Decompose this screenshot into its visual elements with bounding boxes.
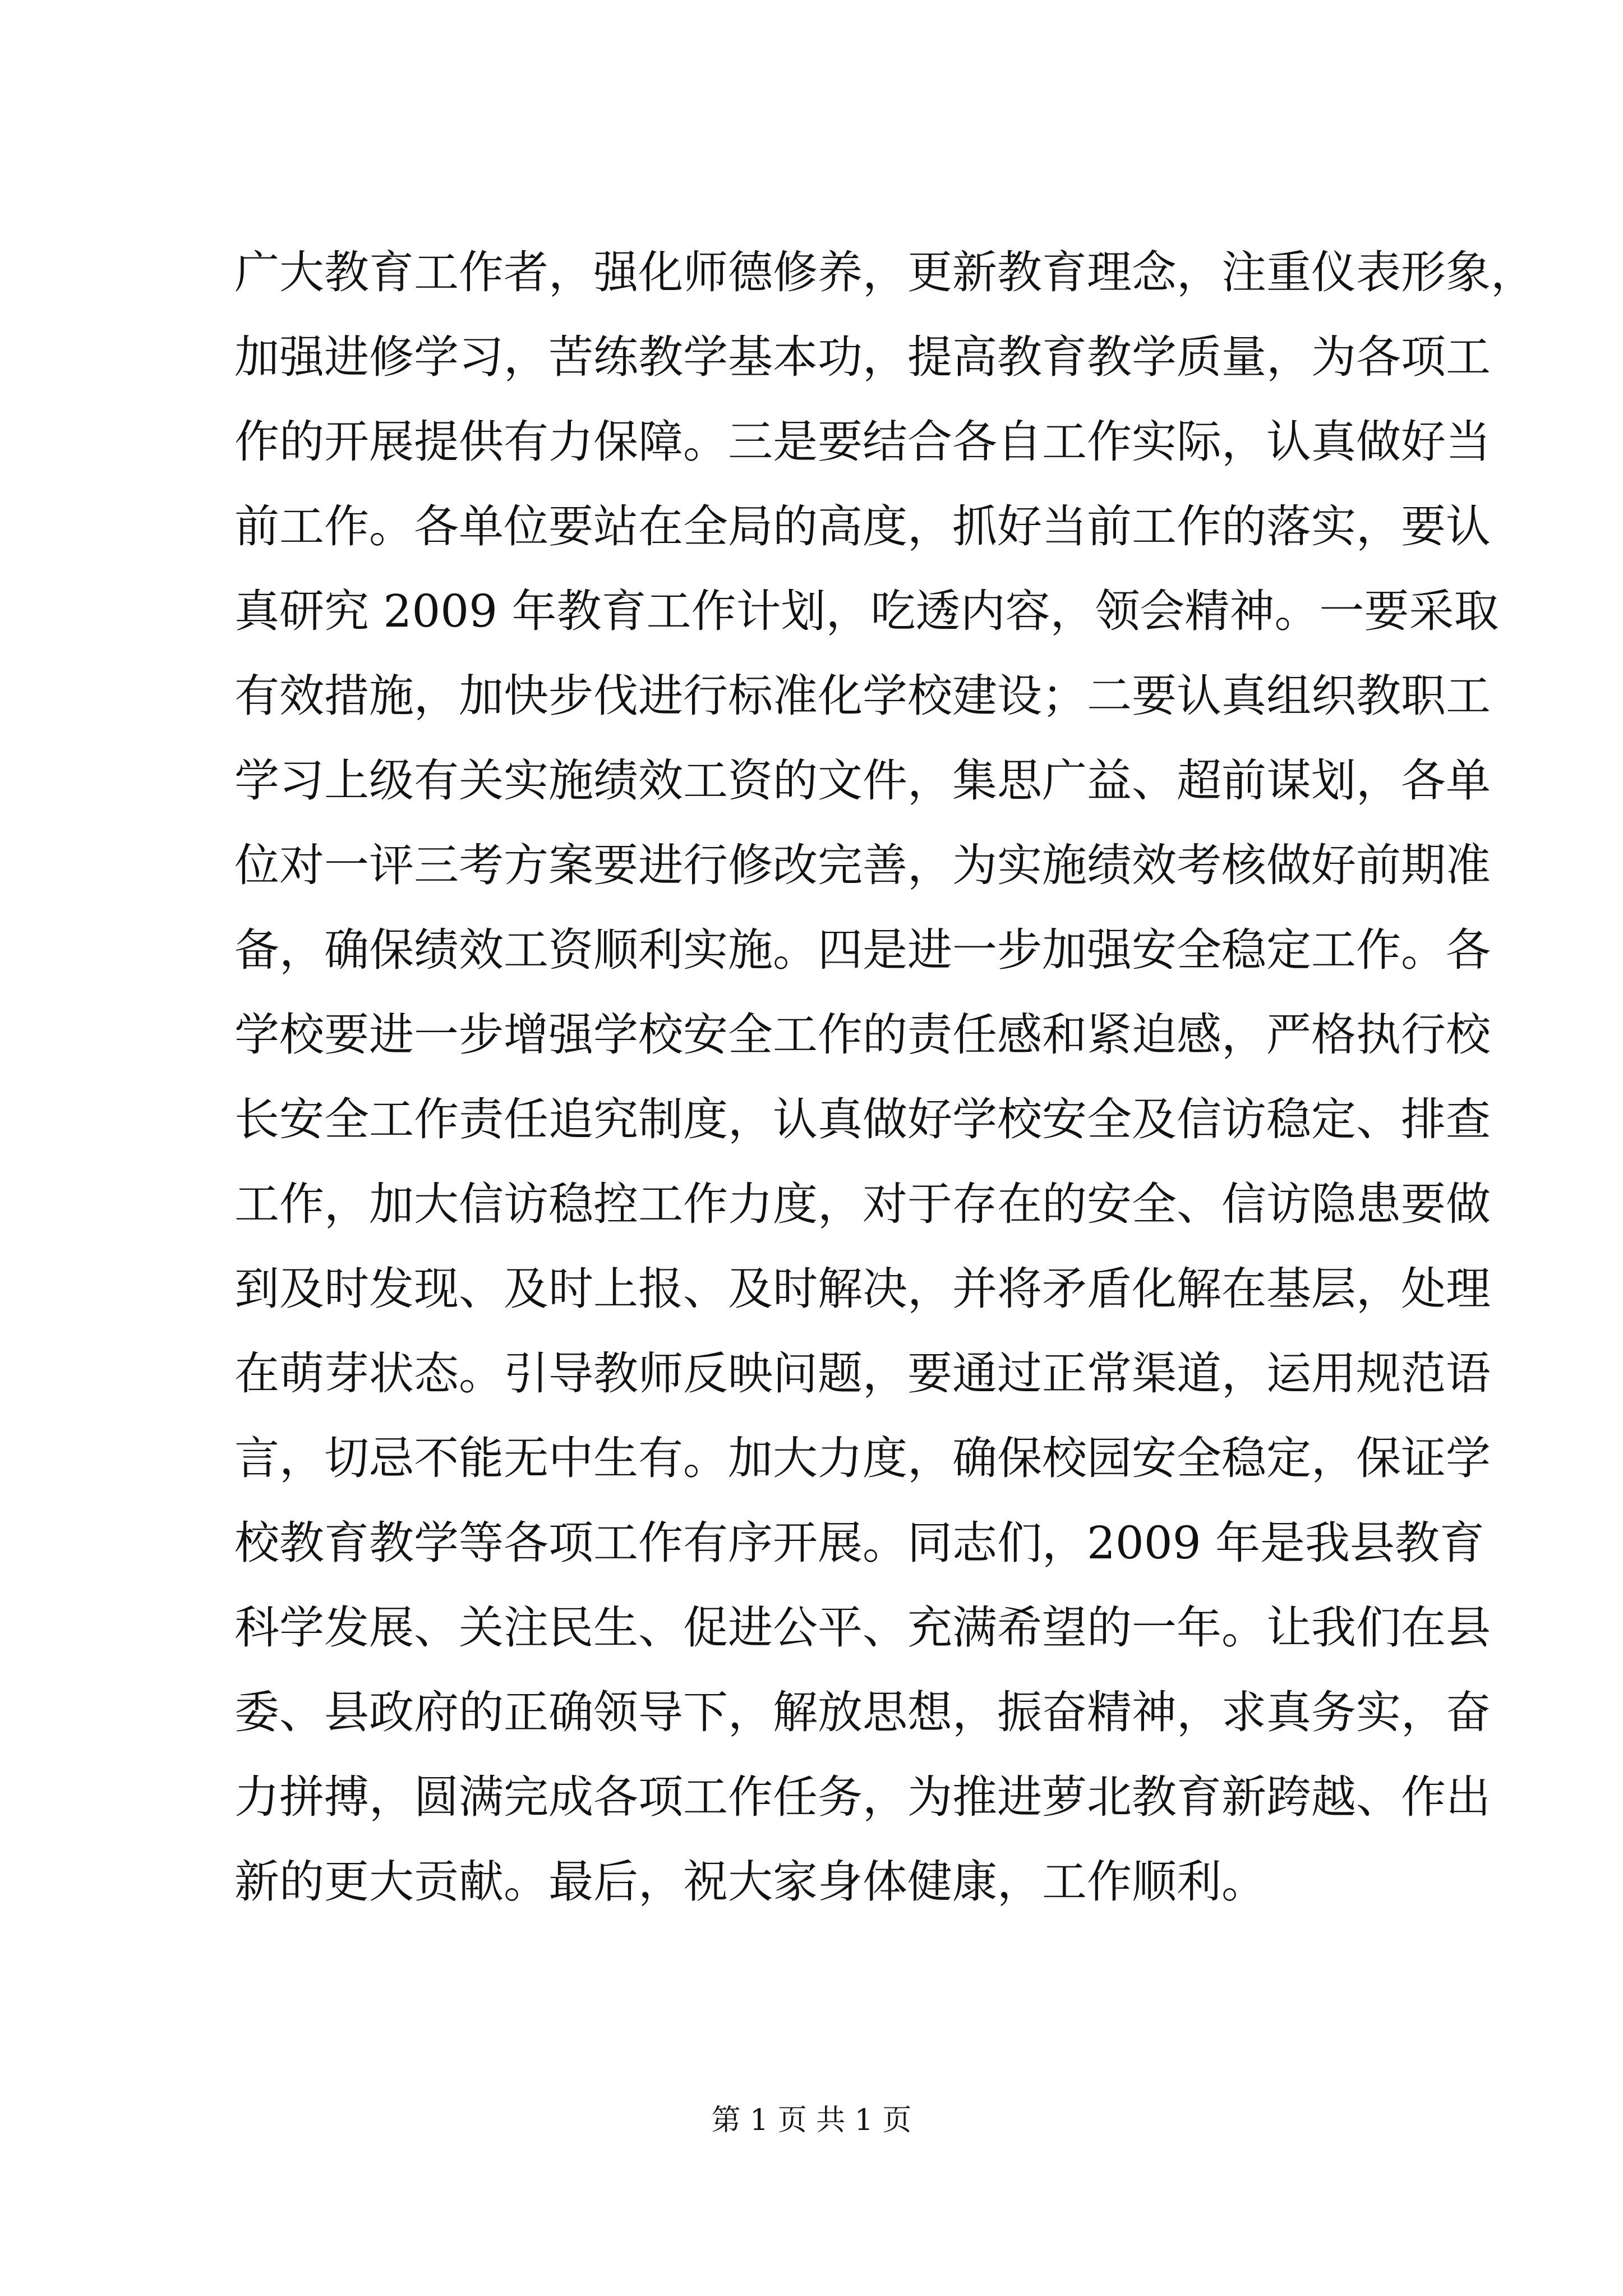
text-line: 学习上级有关实施绩效工资的文件，集思广益、超前谋划，各单: [234, 754, 1491, 807]
text-line: 真研究 2009 年教育工作计划，吃透内容，领会精神。一要采取: [234, 585, 1499, 637]
text-line: 学校要进一步增强学校安全工作的责任感和紧迫感，严格执行校: [234, 1009, 1491, 1061]
text-line: 新的更大贡献。最后，祝大家身体健康，工作顺利。: [234, 1856, 1266, 1908]
text-line: 言，切忌不能无中生有。加大力度，确保校园安全稳定，保证学: [234, 1432, 1491, 1484]
text-line: 在萌芽状态。引导教师反映问题，要通过正常渠道，运用规范语: [234, 1347, 1491, 1400]
text-line: 位对一评三考方案要进行修改完善，为实施绩效考核做好前期准: [234, 839, 1491, 891]
text-line: 长安全工作责任追究制度，认真做好学校安全及信访稳定、排查: [234, 1093, 1491, 1145]
text-line: 工作，加大信访稳控工作力度，对于存在的安全、信访隐患要做: [234, 1178, 1491, 1230]
text-line: 有效措施，加快步伐进行标准化学校建设；二要认真组织教职工: [234, 670, 1491, 722]
text-line: 作的开展提供有力保障。三是要结合各自工作实际，认真做好当: [234, 416, 1491, 468]
text-line: 前工作。各单位要站在全局的高度，抓好当前工作的落实，要认: [234, 500, 1491, 553]
page-number: 第 1 页 共 1 页: [711, 2104, 912, 2137]
page-footer: [0, 2098, 1623, 2143]
text-line: 到及时发现、及时上报、及时解决，并将矛盾化解在基层，处理: [234, 1263, 1491, 1315]
text-line: 力拼搏，圆满完成各项工作任务，为推进萝北教育新跨越、作出: [234, 1771, 1491, 1823]
text-line: 校教育教学等各项工作有序开展。同志们，2009 年是我县教育: [234, 1517, 1485, 1569]
body-text: [234, 230, 1536, 1924]
text-line: 广大教育工作者，强化师德修养，更新教育理念，注重仪表形象，: [234, 246, 1536, 298]
text-line: 委、县政府的正确领导下，解放思想，振奋精神，求真务实，奋: [234, 1686, 1491, 1738]
text-line: 备，确保绩效工资顺利实施。四是进一步加强安全稳定工作。各: [234, 924, 1491, 976]
text-line: 加强进修学习，苦练教学基本功，提高教育教学质量，为各项工: [234, 331, 1491, 383]
text-line: 科学发展、关注民生、促进公平、充满希望的一年。让我们在县: [234, 1602, 1491, 1654]
